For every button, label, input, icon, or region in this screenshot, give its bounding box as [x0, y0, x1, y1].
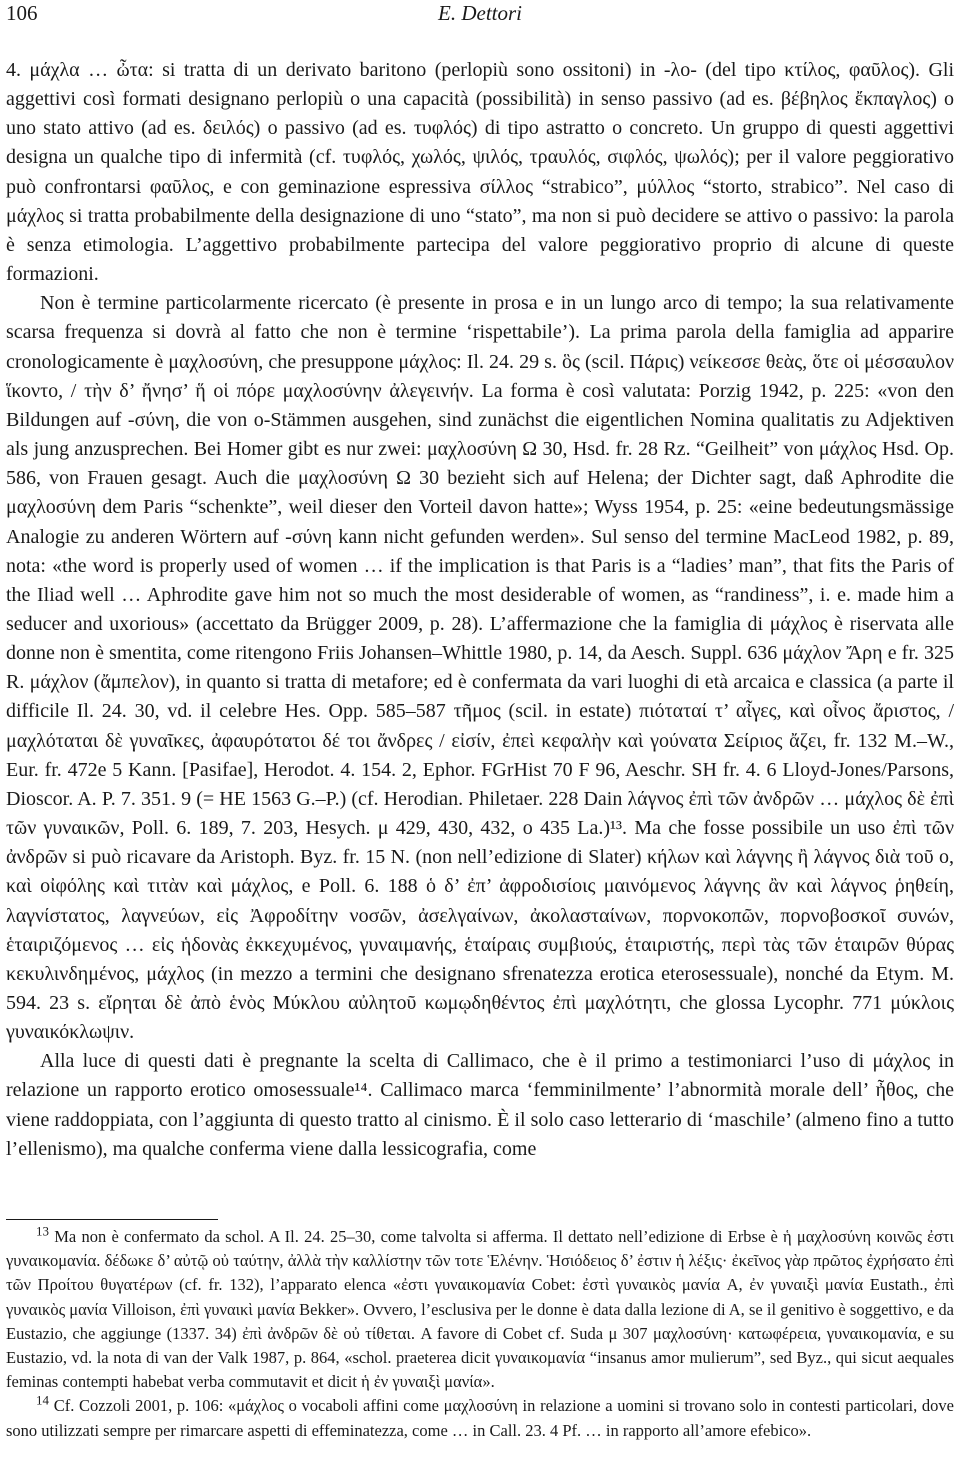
- footnote-number: 13: [36, 1223, 49, 1239]
- footnote-13: [6, 1225, 954, 1394]
- footnotes: [6, 1225, 954, 1443]
- footnote-14: [6, 1394, 954, 1442]
- paragraph-1: 4. μάχλα … ὦτα: si tratta di un derivato baritono (perlopiù sono ossitoni) in -λο- (del tipo κτίλος, φαῦλος). Gli aggettivi così formati designano perlopiù o una capacità (possibilità) in senso passivo (ad es. βέβηλος ἔκπαγλος) o uno stato attivo (ad es. δειλός) o passivo (ad es. τυφλός) di tipo astratto o concreto. Un gruppo di questi aggettivi designa un qualche tipo di infermità (cf. τυφλός, χωλός, ψιλός, τραυλός, σιφλός, ψωλός); per il valore peggiorativo può confrontarsi φαῦλος, e con geminazione espressiva σίλλος “strabico”, μύλλος “storto, strabico”. Nel caso di μάχλος si tratta probabilmente della designazione di uno “stato”, ma non si può decidere se attivo o passivo: la parola è senza etimologia. L’aggettivo probabilmente partecipa del valore peggiorativo proprio di alcune di queste formazioni.: [6, 59, 954, 286]
- running-head: [6, 0, 954, 30]
- footnote-number: 14: [36, 1392, 49, 1408]
- footnote-text: Ma non è confermato da schol. A Il. 24. 25–30, come talvolta si afferma. Il dettato nell’edizione di Erbse è ἡ μαχλοσύνη κοινῶς ἐστι γυναικομανία. δέδωκε δ’ αὐτῷ οὐ ταύτην, ἀλλὰ τὴν καλλίστην τῶν τοτε Ἑλένην. Ἡσιόδειος δ’ ἐστιν ἡ λέξις· ἐκεῖνος γὰρ πρῶτος ἐχρήσατο ἐπὶ τῶν Προίτου θυγατέρων (cf. fr. 132), l’apparato elenca «ἐστι γυναικομανία Cobet: ἐστὶ γυναικὸς μανία A, ἐν γυναιξὶ μανία Eustath., ἐπὶ γυναικὸς μανία Villoison, ἐπὶ γυναικὶ μανία Bekker». Ovvero, l’esclusiva per le donne è data dalla lezione di A, se il genitivo è soggettivo, e da Eustazio, che aggiunge (1337. 34) ἐπὶ ἀνδρῶν δὲ οὐ τίθεται. A favore di Cobet cf. Suda μ 307 μαχλοσύνη· κατωφέρεια, γυναικομανία, e su Eustazio, vd. la nota di van der Valk 1987, p. 864, «schol. praeterea dicit γυναικομανία “insanus amor mulierum”, sed Byz., qui sicut aequales feminas contempti habebat verba commutavit et dicit ἡ ἐν γυναιξὶ μανία».: [6, 1227, 954, 1392]
- page-number: 106: [6, 1, 38, 25]
- main-text: [6, 56, 954, 1164]
- footnote-rule: [6, 1219, 218, 1220]
- paragraph-3: Alla luce di questi dati è pregnante la scelta di Callimaco, che è il primo a testimoniarci l’uso di μάχλος in relazione un rapporto erotico omosessuale¹⁴. Callimaco marca ‘femminilmente’ l’abnormità morale dell’ ἦθος, che viene raddoppiata, con l’aggiunta di questo tratto al cinismo. È il solo caso letterario di ‘maschile’ (almeno fino a tutto l’ellenismo), ma qualche conferma viene dalla lessicografia, come: [6, 1050, 954, 1160]
- footnote-text: Cf. Cozzoli 2001, p. 106: «μάχλος o vocaboli affini come μαχλοσύνη in relazione a uomini si trovano solo in contesti particolari, dove sono utilizzati sempre per rimarcare aspetti di effeminatezza, come … in Call. 23. 4 Pf. … in rapporto all’amore efebico».: [6, 1396, 955, 1440]
- running-author: E. Dettori: [438, 1, 522, 25]
- paragraph-2: Non è termine particolarmente ricercato (è presente in prosa e in un lungo arco di tempo; la sua relativamente scarsa frequenza si dovrà al fatto che non è termine ‘rispettabile’). La prima parola della famiglia ad apparire cronologicamente è μαχλοσύνη, che presuppone μάχλος: Il. 24. 29 s. ὃς (scil. Πάρις) νείκεσσε θεὰς, ὅτε οἱ μέσσαυλον ἵκοντο, / τὴν δ’ ἤνησ’ ἥ οἱ πόρε μαχλοσύνην ἀλεγεινήν. La forma è così valutata: Porzig 1942, p. 225: «von den Bildungen auf -σύνη, die von o-Stämmen ausgehen, sind zunächst die eigentlichen Nomina qualitatis zu Adjektiven als jung anzusprechen. Bei Homer gibt es nur zwei: μαχλοσύνη Ω 30, Hsd. fr. 28 Rz. “Geilheit” von μάχλος Hsd. Op. 586, von Frauen gesagt. Auch die μαχλοσύνη Ω 30 bezieht sich auf Helena; der Dichter sagt, daß Aphrodite die μαχλοσύνη dem Paris “schenkte”, weil dieser den Vorteil davon hatte»; Wyss 1954, p. 25: «eine bedeutungsmässige Analogie zu anderen Wörtern auf -σύνη kann nicht gefunden werden». Sul senso del termine MacLeod 1982, p. 89, nota: «the word is properly used of women … if the implication is that Paris is a “ladies’ man”, that fits the Paris of the Iliad well … Aphrodite gave him not so much the most desiderable of women, as “randiness”, i. e. made him a seducer and uxorious» (accettato da Brügger 2009, p. 28). L’affermazione che la famiglia di μάχλος è riservata alle donne non è smentita, come ritengono Friis Johansen–Whittle 1980, p. 14, da Aesch. Suppl. 636 μάχλον Ἄρη e fr. 325 R. μάχλον (ἄμπελον), in quanto si tratta di metafore; ed è confermata da vari luoghi di età arcaica e classica (a parte il difficile Il. 24. 30, vd. il celebre Hes. Opp. 585–587 τῆμος (scil. in estate) πιόταταί τ’ αἶγες, καὶ οἶνος ἄριστος, / μαχλόταται δὲ γυναῖκες, ἀφαυρότατοι δέ τοι ἄνδρες / εἰσίν, ἐπεὶ κεφαλὴν καὶ γούνατα Σείριος ἄζει, fr. 132 M.–W., Eur. fr. 472e 5 Kann. [Pasifae], Herodot. 4. 154. 2, Ephor. FGrHist 70 F 96, Aeschr. SH fr. 4. 6 Lloyd-Jones/Parsons, Dioscor. A. P. 7. 351. 9 (= HE 1563 G.–P.) (cf. Herodian. Philetaer. 228 Dain λάγνος ἐπὶ τῶν ἀνδρῶν … μάχλος δὲ ἐπὶ τῶν γυναικῶν, Poll. 6. 189, 7. 203, Hesych. μ 429, 430, 432, ο 435 La.)¹³. Ma che fosse possibile un uso ἐπὶ τῶν ἀνδρῶν si può ricavare da Aristoph. Byz. fr. 15 N. (non nell’edizione di Slater) κήλων καὶ λάγνης ἢ λάγνος διὰ τοῦ ο, καὶ οἰφόλης καὶ τιτὰν καὶ μάχλος, e Poll. 6. 188 ὁ δ’ ἐπ’ ἀφροδισίοις μαινόμενος λάγνης ἂν καὶ λάγνος ῥηθείη, λαγνίστατος, λαγνεύων, εἰς Ἀφροδίτην νοσῶν, ἀσελγαίνων, ἀκολασταίνων, πορνοκοπῶν, πορνοβοσκοῖ συνών, ἑταιριζόμενος … εἰς ἡδονὰς ἐκκεχυμένος, γυναιμανής, ἑταίραις συμβιούς, ἑταιριστής, περὶ τὰς τῶν ἑταιρῶν θύρας κεκυλινδημένος, μάχλος (in mezzo a termini che designano sfrenatezza erotica eterosessuale), nonché da Etym. M. 594. 23 s. εἴρηται δὲ ἀπὸ ἑνὸς Μύκλου αὐλητοῦ κωμῳδηθέντος ἐπὶ μαχλότητι, che glossa Lycophr. 771 μύκλοις γυναικόκλωψιν.: [6, 292, 954, 1044]
